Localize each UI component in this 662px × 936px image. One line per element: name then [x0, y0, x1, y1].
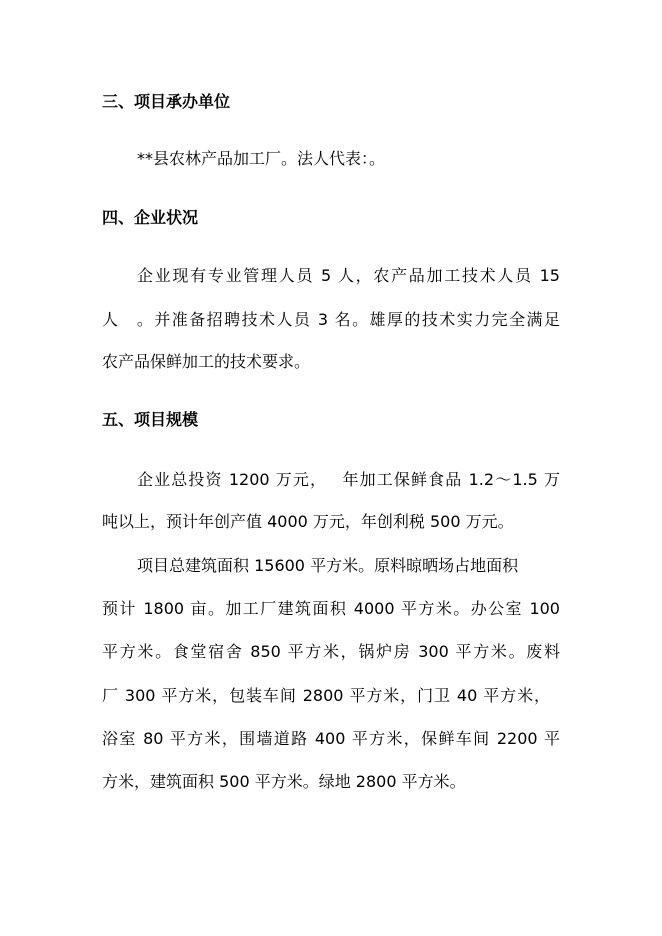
section-5-text-line-4: 预计 1800 亩。加工厂建筑面积 4000 平方米。办公室 100 — [102, 599, 560, 618]
section-5-text-line-5: 平方米。食堂宿舍 850 平方米，锅炉房 300 平方米。废料 — [102, 642, 560, 661]
section-4-text-line-2: 人 。并准备招聘技术人员 3 名。雄厚的技术实力完全满足 — [102, 310, 560, 329]
section-5-text-line-3: 项目总建筑面积 15600 平方米。原料晾晒场占地面积 — [137, 556, 519, 575]
section-5-heading: 五、项目规模 — [102, 410, 199, 429]
section-5-text-line-8: 方米，建筑面积 500 平方米。绿地 2800 平方米。 — [102, 772, 466, 791]
section-5-text-line-2: 吨以上，预计年创产值 4000 万元，年创利税 500 万元。 — [102, 512, 514, 531]
section-4-text-line-1: 企业现有专业管理人员 5 人，农产品加工技术人员 15 — [137, 266, 560, 285]
section-3-heading: 三、项目承办单位 — [102, 92, 231, 111]
section-5-text-line-7: 浴室 80 平方米，围墙道路 400 平方米，保鲜车间 2200 平 — [102, 729, 560, 748]
section-5-text-line-1: 企业总投资 1200 万元， 年加工保鲜食品 1.2～1.5 万 — [137, 470, 560, 489]
section-4-heading: 四、企业状况 — [102, 208, 199, 227]
section-4-text-line-3: 农产品保鲜加工的技术要求。 — [102, 352, 311, 371]
section-5-text-line-6: 厂 300 平方米，包装车间 2800 平方米，门卫 40 平方米， — [102, 686, 550, 705]
section-3-text-line-1: **县农林产品加工厂。法人代表：。 — [137, 149, 386, 168]
